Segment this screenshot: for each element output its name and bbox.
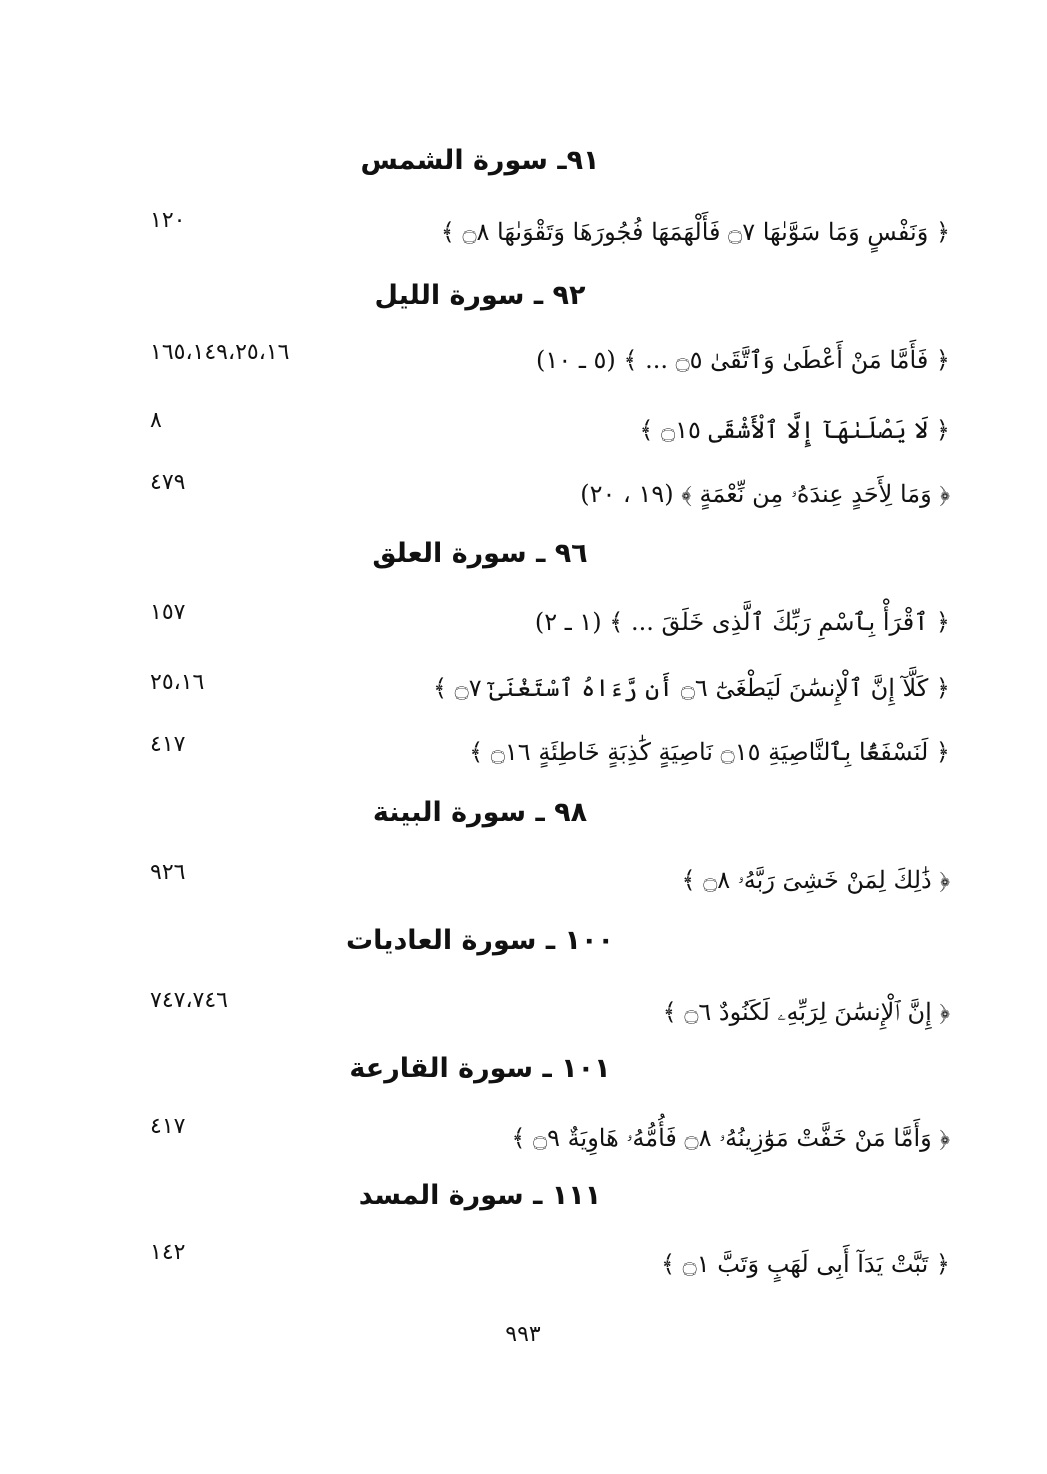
verse-text: ﴿ لَنَسْفَعًۢا بِٱلنَّاصِيَةِ ۝١٥ نَاصِيَةٍ كَٰذِبَةٍ خَاطِئَةٍ ۝١٦ ﴾ bbox=[469, 738, 950, 766]
page-references-text: ٢٥،١٦ bbox=[150, 670, 205, 695]
verse-text: ﴿ وَأَمَّا مَنْ خَفَّتْ مَوَٰزِينُهُۥ ۝٨ فَأُمُّهُۥ هَاوِيَةٌ ۝٩ ﴾ bbox=[511, 1124, 950, 1152]
page-references-text: ٤١٧ bbox=[150, 1114, 186, 1139]
page-references-text: ١٦٥،١٤٩،٢٥،١٦ bbox=[150, 340, 290, 365]
page-references-text: ٧٤٧،٧٤٦ bbox=[150, 988, 228, 1013]
verse-text: ﴿ وَنَفْسٍ وَمَا سَوَّىٰهَا ۝٧ فَأَلْهَمَهَا فُجُورَهَا وَتَقْوَىٰهَا ۝٨ ﴾ bbox=[440, 218, 950, 246]
page-references bbox=[150, 988, 390, 1013]
page-references bbox=[150, 340, 390, 365]
page-references bbox=[150, 1114, 390, 1139]
section-heading: ٩٦ ـ سورة العلق bbox=[372, 538, 588, 569]
page-number: ٩٩٣ bbox=[505, 1322, 541, 1347]
page-references bbox=[150, 670, 390, 695]
page-references bbox=[150, 732, 390, 757]
page-references-text: ٤٧٩ bbox=[150, 470, 186, 495]
verse-text: ﴿ كَلَّآ إِنَّ ٱلْإِنسَٰنَ لَيَطْغَىٰٓ ۝٦ أَن رَّءَاهُ ٱسْتَغْنَىٰٓ ۝٧ ﴾ bbox=[432, 674, 950, 702]
page-references bbox=[150, 408, 390, 433]
section-heading: ١٠١ ـ سورة القارعة bbox=[349, 1053, 611, 1084]
page-references-text: ١٤٢ bbox=[150, 1240, 186, 1265]
page-references-text: ١٥٧ bbox=[150, 600, 186, 625]
section-heading: ١١١ ـ سورة المسد bbox=[358, 1180, 602, 1211]
verse-text: ﴿ ذَٰلِكَ لِمَنْ خَشِىَ رَبَّهُۥ ۝٨ ﴾ bbox=[681, 866, 950, 894]
page-references bbox=[150, 600, 390, 625]
page-references-text: ٩٢٦ bbox=[150, 860, 186, 885]
page-references-text: ٨ bbox=[150, 408, 162, 433]
verse-text: ﴿ لَا يَصْلَىٰهَآ إِلَّا ٱلْأَشْقَى ۝١٥ ﴾ bbox=[639, 416, 950, 444]
section-heading: ٩٢ ـ سورة الليل bbox=[374, 280, 586, 311]
verse-text: ﴿ وَمَا لِأَحَدٍ عِندَهُۥ مِن نِّعْمَةٍ ﴾ (١٩ ، ٢٠) bbox=[580, 480, 950, 508]
verse-text: ﴿ فَأَمَّا مَنْ أَعْطَىٰ وَٱتَّقَىٰ ۝٥ ... ﴾ (٥ ـ ١٠) bbox=[536, 346, 950, 374]
verse-text: ﴿ تَبَّتْ يَدَآ أَبِى لَهَبٍ وَتَبَّ ۝١ ﴾ bbox=[660, 1250, 950, 1278]
section-heading: ١٠٠ ـ سورة العاديات bbox=[346, 925, 614, 956]
page-references bbox=[150, 860, 390, 885]
page-references-text: ١٢٠ bbox=[150, 208, 186, 233]
page-references bbox=[150, 1240, 390, 1265]
page-references bbox=[150, 470, 390, 495]
verse-text: ﴿ إِنَّ ٱلْإِنسَٰنَ لِرَبِّهِۦ لَكَنُودٌ ۝٦ ﴾ bbox=[662, 998, 950, 1026]
section-heading: ٩١ـ سورة الشمس bbox=[360, 145, 600, 176]
verse-text: ﴿ ٱقْرَأْ بِٱسْمِ رَبِّكَ ٱلَّذِى خَلَقَ ... ﴾ (١ ـ ٢) bbox=[534, 608, 950, 636]
page-references-text: ٤١٧ bbox=[150, 732, 186, 757]
page-references bbox=[150, 208, 390, 233]
section-heading: ٩٨ ـ سورة البينة bbox=[372, 797, 588, 828]
